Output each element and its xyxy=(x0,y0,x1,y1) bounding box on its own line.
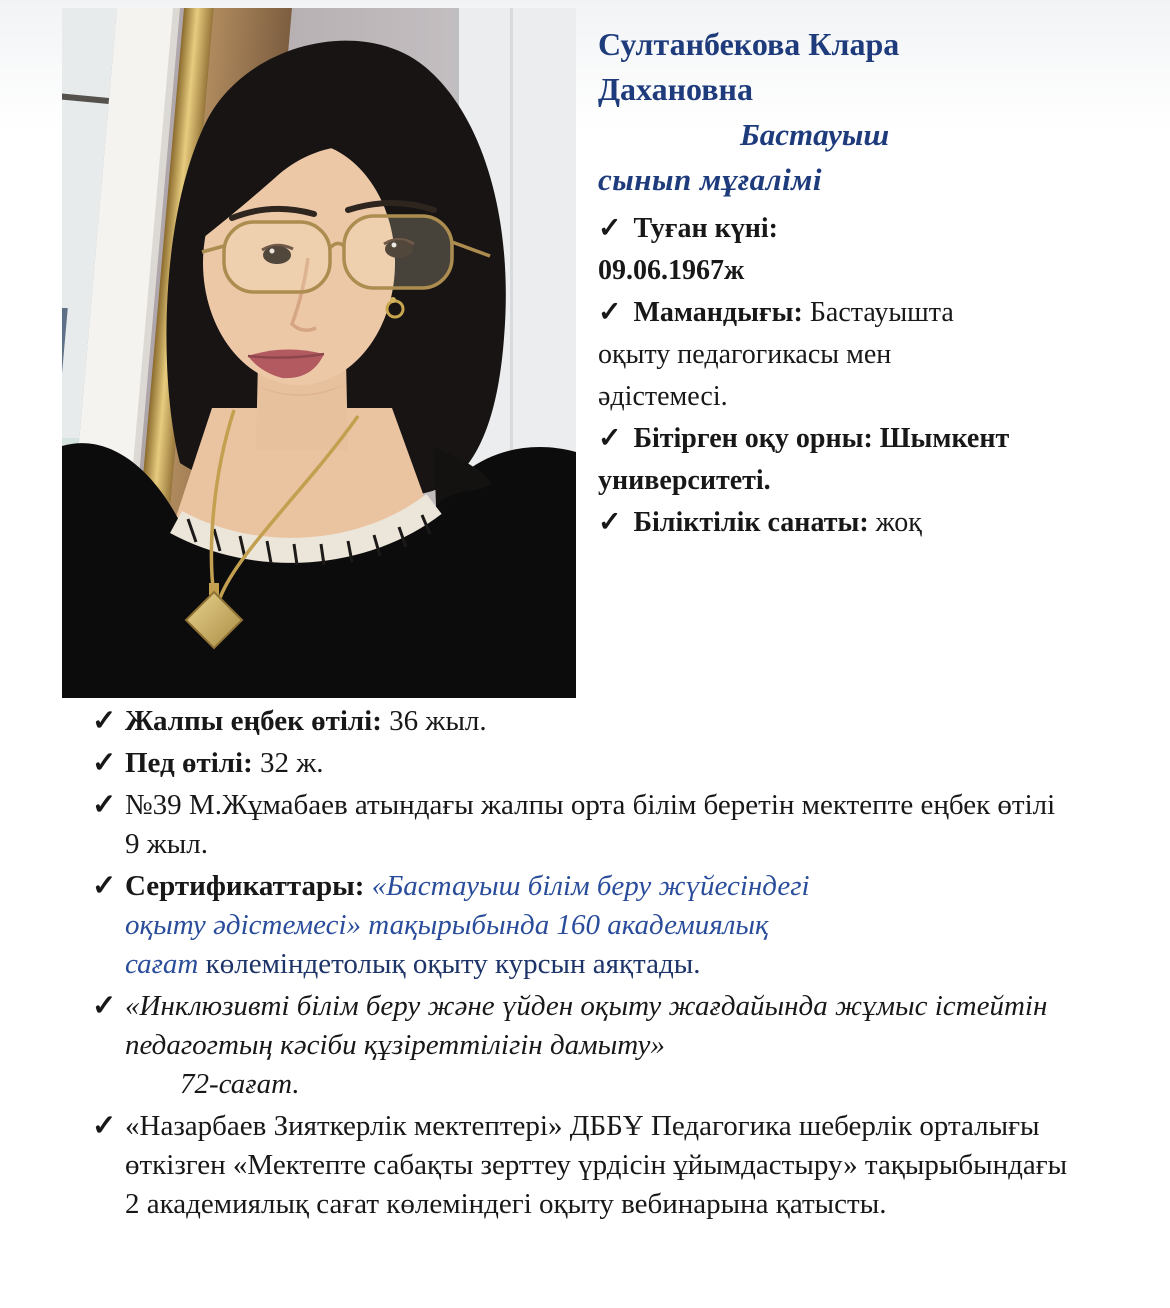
profile-photo xyxy=(62,8,576,698)
list-item-certificates xyxy=(92,867,820,984)
item-label: Жалпы еңбек өтілі: xyxy=(125,705,382,737)
item-text: №39 М.Жұмабаев атындағы жалпы орта білім беретін мектепте еңбек өтілі 9 жыл. xyxy=(125,789,1056,860)
info-item-birthdate xyxy=(598,208,1018,292)
check-icon: ✓ xyxy=(598,213,622,244)
info-label: Біліктілік санаты: xyxy=(633,507,869,538)
portrait-illustration xyxy=(62,8,576,698)
list-item-inclusive-course xyxy=(92,987,1070,1104)
info-value: жоқ xyxy=(875,507,922,538)
info-label: Мамандығы: xyxy=(633,297,803,328)
course-title: «Инклюзивті білім беру және үйден оқыту жағдайында жұмыс істейтін педагогтың кәсіби құзіреттілігін дамыту» xyxy=(125,990,1048,1061)
item-label: Сертификаттары: xyxy=(125,870,365,902)
check-icon: ✓ xyxy=(92,747,117,779)
check-icon: ✓ xyxy=(598,507,622,538)
check-icon: ✓ xyxy=(598,297,622,328)
info-value: 09.06.1967ж xyxy=(598,255,745,286)
check-icon: ✓ xyxy=(598,423,622,454)
check-icon: ✓ xyxy=(92,789,117,821)
list-item-school xyxy=(92,786,1070,864)
check-icon: ✓ xyxy=(92,870,117,902)
info-label: Туған күні: xyxy=(633,213,778,244)
check-icon: ✓ xyxy=(92,990,117,1022)
certificate-title: «Бастауыш білім беру жүйесіндегі оқыту әдістемесі» тақырыбында 160 академиялық сағат xyxy=(125,870,810,980)
certificate-note: көлеміндетолық оқыту курсын аяқтады. xyxy=(205,948,701,980)
item-label: Пед өтілі: xyxy=(125,747,253,779)
experience-list xyxy=(92,702,1070,1227)
info-item-speciality xyxy=(598,292,1018,418)
list-item-total-experience xyxy=(92,702,1070,741)
item-text: «Назарбаев Зияткерлік мектептері» ДББҰ Педагогика шеберлік орталығы өткізген «Мектепте сабақты зерттеу үрдісін ұйымдастыру» тақырыбындағы 2 академиялық сағат көлеміндегі оқыту вебинарына қатысты. xyxy=(125,1110,1068,1220)
info-item-education xyxy=(598,418,1018,502)
role-line-2: сынып мұғалімі xyxy=(598,162,823,197)
item-value: 32 ж. xyxy=(260,747,324,779)
item-value: 36 жыл. xyxy=(389,705,487,737)
profile-info xyxy=(598,22,1018,544)
role-line-1: Бастауыш xyxy=(740,117,890,152)
list-item-ped-experience xyxy=(92,744,1070,783)
info-value: Бастауышта оқыту педагогикасы мен әдістемесі. xyxy=(598,297,954,412)
info-item-category xyxy=(598,502,1018,544)
profile-details xyxy=(598,208,1018,544)
course-hours: 72-сағат. xyxy=(180,1068,300,1100)
check-icon: ✓ xyxy=(92,1110,117,1142)
person-role xyxy=(598,112,1018,202)
list-item-nis-webinar xyxy=(92,1107,1070,1224)
check-icon: ✓ xyxy=(92,705,117,737)
person-name: Султанбекова Клара Дахановна xyxy=(598,26,900,107)
info-text: Бітірген оқу орны: Шымкент университеті. xyxy=(598,423,1010,496)
